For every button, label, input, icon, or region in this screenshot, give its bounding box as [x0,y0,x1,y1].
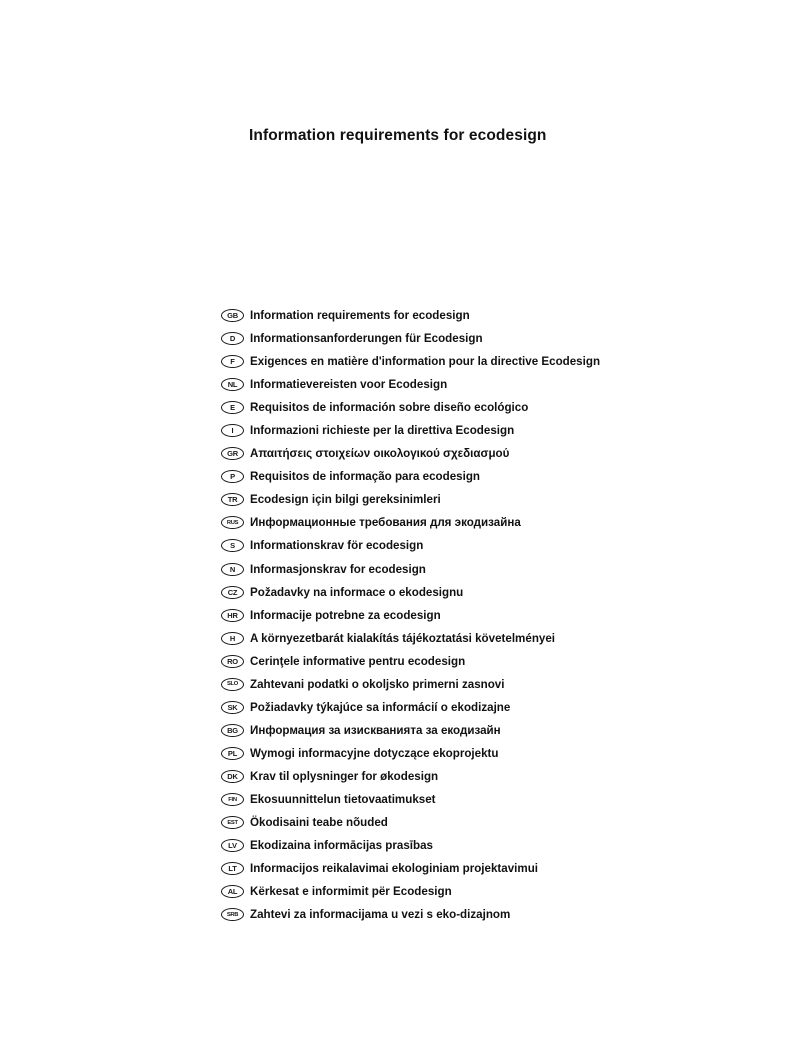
language-row [221,650,781,673]
country-code-badge: EST [221,816,244,829]
language-label: Ekodizaina informācijas prasības [250,839,433,853]
language-label: Exigences en matière d'information pour la directive Ecodesign [250,355,601,369]
country-code-badge: PL [221,747,244,760]
language-row [221,696,781,719]
language-row [221,488,781,511]
language-label: Cerinţele informative pentru ecodesign [250,654,466,668]
country-code-badge: E [221,401,244,414]
country-code-badge: RUS [221,516,244,529]
country-code-badge: H [221,632,244,645]
country-code-badge: CZ [221,586,244,599]
country-code-badge: TR [221,493,244,506]
language-label: Информация за изискванията за екодизайн [250,723,501,737]
country-code-badge: AL [221,885,244,898]
language-label: A környezetbarát kialakítás tájékoztatási követelményei [250,631,556,645]
country-code-badge: GR [221,447,244,460]
language-label: Zahtevani podatki o okoljsko primerni zasnovi [250,677,505,691]
language-row [221,396,781,419]
language-row [221,465,781,488]
country-code-badge: D [221,332,244,345]
country-code-badge: N [221,563,244,576]
country-code-badge: SK [221,701,244,714]
country-code-badge: RO [221,655,244,668]
country-code-badge: FIN [221,793,244,806]
language-list [221,304,781,926]
language-label: Wymogi informacyjne dotyczące ekoprojektu [250,746,499,760]
country-code-badge: NL [221,378,244,391]
language-row [221,304,781,327]
language-label: Информационные требования для экодизайна [250,516,521,530]
language-label: Informatievereisten voor Ecodesign [250,378,448,392]
language-label: Požiadavky týkajúce sa informácií o ekodizajne [250,700,511,714]
language-row [221,558,781,581]
language-label: Informationsanforderungen für Ecodesign [250,332,483,346]
language-label: Απαιτήσεις στοιχείων οικολογικού σχεδιασμού [250,447,510,461]
country-code-badge: DK [221,770,244,783]
page-title: Information requirements for ecodesign [249,127,547,144]
language-label: Informacije potrebne za ecodesign [250,608,441,622]
language-row [221,627,781,650]
language-row [221,350,781,373]
language-label: Kërkesat e informimit për Ecodesign [250,885,452,899]
country-code-badge: P [221,470,244,483]
language-label: Krav til oplysninger for økodesign [250,769,439,783]
country-code-badge: I [221,424,244,437]
language-label: Requisitos de información sobre diseño ecológico [250,401,529,415]
country-code-badge: LT [221,862,244,875]
country-code-badge: LV [221,839,244,852]
language-label: Ökodisaini teabe nõuded [250,816,388,830]
language-row [221,765,781,788]
country-code-badge: F [221,355,244,368]
language-label: Zahtevi za informacijama u vezi s eko-dizajnom [250,908,511,922]
language-row [221,834,781,857]
language-row [221,419,781,442]
language-row [221,857,781,880]
language-row [221,604,781,627]
language-label: Požadavky na informace o ekodesignu [250,585,464,599]
language-row [221,373,781,396]
language-row [221,811,781,834]
language-row [221,511,781,534]
language-label: Ekosuunnittelun tietovaatimukset [250,793,436,806]
language-row [221,719,781,742]
language-row [221,673,781,696]
language-row [221,581,781,604]
language-label: Ecodesign için bilgi gereksinimleri [250,493,441,507]
country-code-badge: SRB [221,908,244,921]
country-code-badge: SLO [221,678,244,691]
language-label: Requisitos de informação para ecodesign [250,470,481,484]
language-row [221,903,781,926]
language-label: Informacijos reikalavimai ekologiniam projektavimui [250,862,539,876]
language-row [221,534,781,557]
language-label: Informasjonskrav for ecodesign [250,562,426,576]
language-label: Information requirements for ecodesign [250,309,470,323]
country-code-badge: S [221,539,244,552]
language-row [221,742,781,765]
language-row [221,327,781,350]
language-row [221,442,781,465]
language-label: Informationskrav för ecodesign [250,539,424,553]
country-code-badge: GB [221,309,244,322]
country-code-badge: HR [221,609,244,622]
language-row [221,788,781,811]
language-label: Informazioni richieste per la direttiva Ecodesign [250,424,515,438]
country-code-badge: BG [221,724,244,737]
language-row [221,880,781,903]
